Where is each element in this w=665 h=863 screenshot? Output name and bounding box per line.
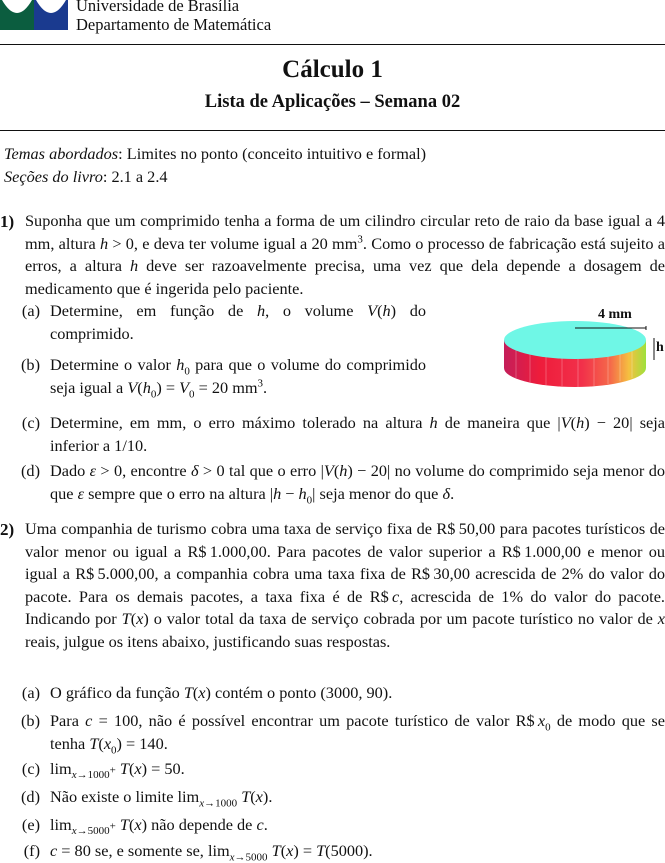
question-1-number: 1) bbox=[0, 212, 15, 231]
unb-logo bbox=[0, 0, 68, 32]
page-title: Cálculo 1 bbox=[282, 56, 383, 83]
department-name: Departamento de Matemática bbox=[76, 15, 272, 34]
radius-label: 4 mm bbox=[598, 307, 632, 322]
institution-block bbox=[76, 0, 271, 34]
sections-line: Seções do livro: 2.1 a 2.4 bbox=[4, 167, 168, 186]
question-2-number: 2) bbox=[0, 520, 15, 539]
q1-item-c-text: Determine, em mm, o erro máximo tolerado na altura h de maneira que |V(h) − 20| seja inferior a 1/10. bbox=[50, 413, 665, 455]
q2-item-a-text: O gráfico da função T(x) contém o ponto (3000, 90). bbox=[50, 683, 393, 702]
topics-line: Temas abordados: Limites no ponto (conceito intuitivo e formal) bbox=[4, 144, 427, 163]
title-rule bbox=[0, 130, 665, 131]
header-rule bbox=[0, 44, 665, 45]
q2-item-d-text: Não existe o limite $\lim_{x\to 1000} T(x)$. bbox=[50, 787, 273, 810]
q2-item-b-text: Para c = 100, não é possível encontrar um pacote turístico de valor R$ $x_0$ de modo que se tenha $T(x_0) = 140$. bbox=[50, 711, 665, 756]
q1-item-d-text: Dado ε > 0, encontre δ > 0 tal que o erro |V(h) − 20| no volume do comprimido seja menor do que ε sempre que o erro na altura $|h - h_0|$ seja menor do que δ. bbox=[50, 461, 665, 506]
q1-item-b-text: Determine o valor $h_0$ para que o volume do comprimido seja igual a $V(h_0) = V_0 = 20$ $mm^3$. bbox=[50, 355, 426, 400]
q1-item-a-text: Determine, em função de h, o volume V(h) do comprimido. bbox=[50, 301, 426, 343]
question-2-text: Uma companhia de turismo cobra uma taxa de serviço fixa de R$ 50,00 para pacotes turísticos de valor menor ou igual a R$ 1.000,00. Para pacotes de valor superior a R$ 1.000,00 e menor ou igual a R$ 5.000,00, a companhia cobra uma taxa fixa de R$ 30,00 acrescida de 2% do valor do pacote. Para os demais pacotes, a taxa fixa é de R$ c, acrescida de 1% do valor do pacote. Indicando por T(x) o valor total da taxa de serviço cobrada por um pacote turístico no valor de x reais, julgue os itens abaixo, justificando suas respostas. bbox=[25, 519, 665, 651]
question-1-text: Suponha que um comprimido tenha a forma de um cilindro circular reto de raio da base igual a 4 mm, altura h > 0, e deva ter volume igual a 20 $mm^3$. Como o processo de fabricação está sujeito a erros, a altura h deve ser razoavelmente precisa, uma vez que dela depende a dosagem de medicamento que é ingerida pelo paciente. bbox=[25, 211, 665, 298]
university-name: Universidade de Brasília bbox=[76, 0, 240, 15]
cylinder-figure bbox=[500, 306, 665, 392]
height-label: h bbox=[656, 340, 664, 355]
q2-item-e-text: $\lim_{x\to 5000^+} T(x)$ não depende de c. bbox=[50, 815, 268, 838]
q2-item-c-text: $\lim_{x\to 1000^+} T(x) = 50$. bbox=[50, 759, 185, 782]
q2-item-f-text: c = 80 se, e somente se, $\lim_{x\to 5000} T(x) = T(5000)$. bbox=[50, 841, 373, 863]
topics-block bbox=[4, 142, 426, 188]
page-subtitle: Lista de Aplicações – Semana 02 bbox=[204, 92, 461, 112]
